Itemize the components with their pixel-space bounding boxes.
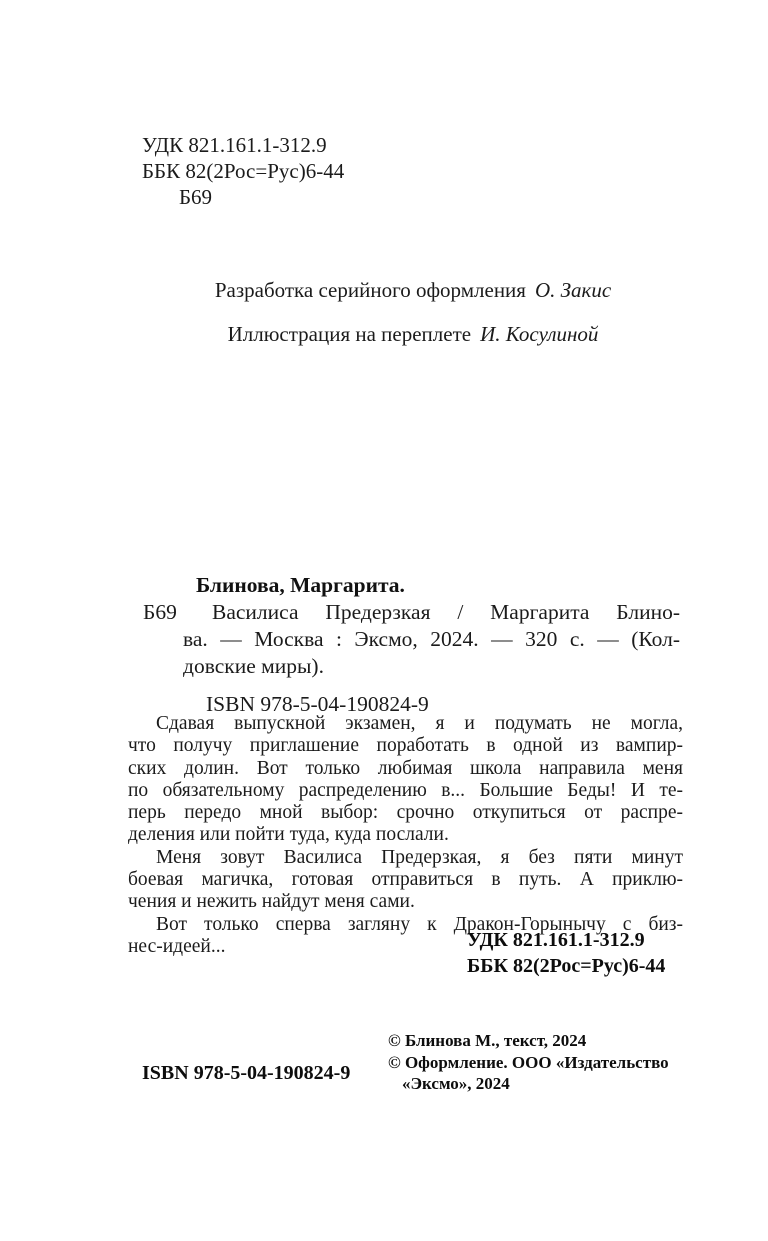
series-design-label: Разработка серийного оформления (214, 278, 526, 302)
credits-block (130, 278, 696, 366)
cover-illustrator-name: И. Косулиной (480, 322, 599, 346)
udk-code-bold: УДК 821.161.1-312.9 (467, 929, 645, 951)
bbk-code: ББК 82(2Рос=Рус)6-44 (142, 159, 345, 183)
catalog-isbn: ISBN 978-5-04-190824-9 (206, 692, 429, 716)
annotation-line: нес-идеей... (128, 935, 226, 957)
copyright-block (388, 1030, 669, 1095)
annotation-line: Вот только сперва загляну к Дракон-Горынычу с биз- (156, 913, 683, 935)
catalog-line: ва. — Москва : Эксмо, 2024. — 320 с. — (Кол- (183, 627, 680, 651)
annotation-line: Меня зовут Василиса Предерзкая, я без пяти минут (156, 846, 683, 868)
annotation-line: чения и нежить найдут меня сами. (128, 891, 415, 913)
catalog-card (183, 572, 680, 718)
bbk-code-bold: ББК 82(2Рос=Рус)6-44 (467, 954, 666, 977)
annotation-line: перь передо мной выбор: срочно откупиться от распре- (128, 802, 683, 824)
footer-isbn: ISBN 978-5-04-190824-9 (142, 1062, 351, 1084)
cover-illustration-label: Иллюстрация на переплете (227, 322, 472, 346)
annotation-line: по обязательному распределению в... Большие Беды! И те- (128, 779, 683, 801)
annotation-line: ских долин. Вот только любимая школа направила меня (128, 757, 683, 779)
bottom-bibliographic-codes (467, 928, 665, 979)
catalog-line: довские миры). (183, 654, 324, 678)
catalog-author-header: Блинова, Маргарита. (196, 573, 405, 597)
author-sign: Б69 (179, 185, 213, 209)
annotation-line: деления или пойти туда, куда послали. (128, 824, 449, 846)
copyright-line: «Эксмо», 2024 (402, 1074, 510, 1093)
catalog-line: Василиса Предерзкая / Маргарита Блино- (212, 600, 680, 624)
copyright-line: © Блинова М., текст, 2024 (388, 1031, 587, 1050)
annotation-line: боевая магичка, готовая отправиться в путь. А приклю- (128, 869, 683, 891)
annotation-paragraph (128, 713, 683, 847)
series-design-credit (130, 278, 696, 303)
cover-illustration-credit (130, 322, 696, 347)
catalog-author-sign: Б69 (143, 600, 177, 624)
udk-code: УДК 821.161.1-312.9 (142, 133, 327, 157)
annotation-block (128, 713, 683, 958)
copyright-line: © Оформление. ООО «Издательство (388, 1052, 669, 1072)
annotation-paragraph (128, 847, 683, 914)
series-designer-name: О. Закис (534, 278, 612, 302)
top-bibliographic-codes (142, 132, 344, 210)
annotation-line: что получу приглашение поработать в одной из вампир- (128, 735, 683, 757)
annotation-line: Сдавая выпускной экзамен, я и подумать не могла, (156, 713, 683, 734)
